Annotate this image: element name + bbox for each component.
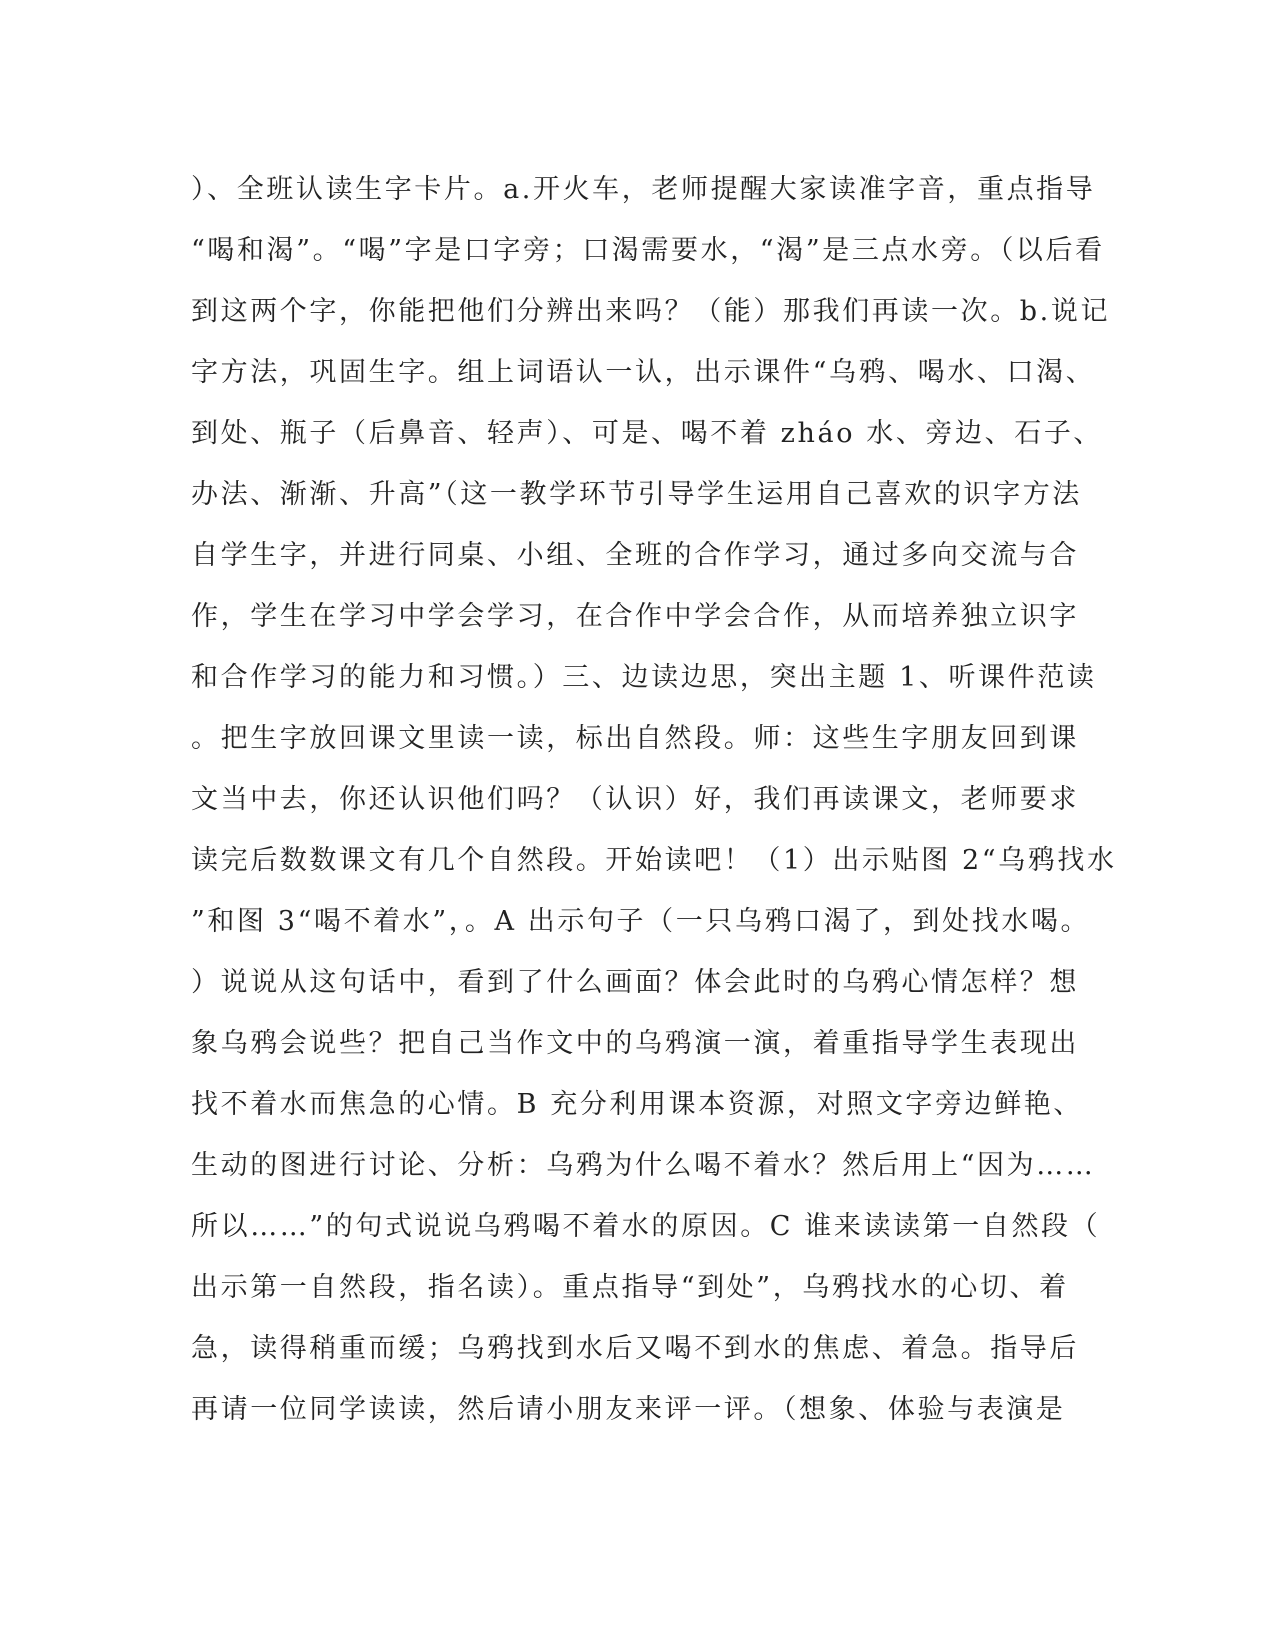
text-line: 再请一位同学读读，然后请小朋友来评一评。（想象、体验与表演是 (191, 1394, 1066, 1425)
text-line: 文当中去，你还认识他们吗？（认识）好，我们再读课文，老师要求 (191, 784, 1079, 815)
text-line: 办法、渐渐、升高”（这一教学环节引导学生运用自己喜欢的识字方法 (191, 479, 1082, 510)
text-line: 到这两个字，你能把他们分辨出来吗？（能）那我们再读一次。b.说记 (191, 296, 1111, 327)
body-text (191, 168, 1117, 1449)
text-line: 。把生字放回课文里读一读，标出自然段。师：这些生字朋友回到课 (191, 723, 1079, 754)
text-line: 急，读得稍重而缓；乌鸦找到水后又喝不到水的焦虑、着急。指导后 (191, 1333, 1079, 1364)
text-line: ）说说从这句话中，看到了什么画面？体会此时的乌鸦心情怎样？想 (191, 967, 1079, 998)
text-line: 找不着水而焦急的心情。B 充分利用课本资源，对照文字旁边鲜艳、 (191, 1089, 1084, 1120)
text-line: 象乌鸦会说些？把自己当作文中的乌鸦演一演，着重指导学生表现出 (191, 1028, 1079, 1059)
text-line: 生动的图进行讨论、分析：乌鸦为什么喝不着水？然后用上“因为…… (191, 1150, 1096, 1181)
text-line: 自学生字，并进行同桌、小组、全班的合作学习，通过多向交流与合 (191, 540, 1079, 571)
text-line: 到处、瓶子（后鼻音、轻声）、可是、喝不着 zháo 水、旁边、石子、 (191, 418, 1104, 449)
text-line: 读完后数数课文有几个自然段。开始读吧！（1）出示贴图 2“乌鸦找水 (191, 845, 1117, 876)
text-line: 所以……”的句式说说乌鸦喝不着水的原因。C 谁来读读第一自然段（ (191, 1211, 1101, 1242)
text-line: 作，学生在学习中学会学习，在合作中学会合作，从而培养独立识字 (191, 601, 1079, 632)
text-line: “喝和渴”。“喝”字是口字旁；口渴需要水，“渴”是三点水旁。（以后看 (191, 235, 1105, 266)
text-line: 和合作学习的能力和习惯。）三、边读边思，突出主题 1、听课件范读 (191, 662, 1097, 693)
text-line: 出示第一自然段，指名读）。重点指导“到处”，乌鸦找水的心切、着 (191, 1272, 1069, 1303)
text-line: ）、全班认读生字卡片。a.开火车，老师提醒大家读准字音，重点指导 (191, 174, 1096, 205)
text-line: ”和图 3“喝不着水”，。A 出示句子（一只乌鸦口渴了，到处找水喝。 (191, 906, 1091, 937)
text-line: 字方法，巩固生字。组上词语认一认，出示课件“乌鸦、喝水、口渴、 (191, 357, 1096, 388)
